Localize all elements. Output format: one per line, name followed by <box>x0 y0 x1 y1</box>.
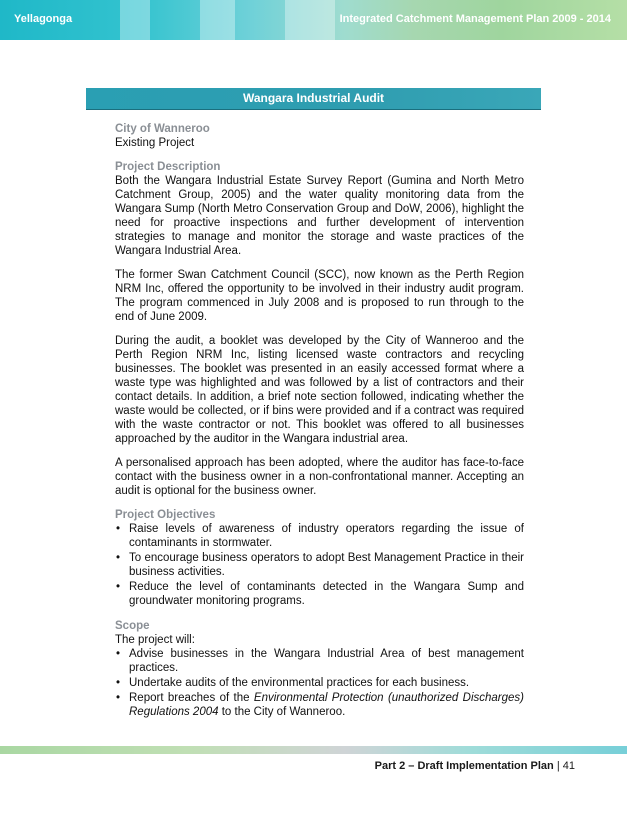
bullet-icon: • <box>116 677 121 689</box>
scope-list <box>115 647 524 719</box>
scope-text-prefix: Report breaches of the <box>129 692 254 704</box>
bullet-icon: • <box>116 552 121 564</box>
list-item <box>115 691 524 719</box>
section-title: Wangara Industrial Audit <box>242 91 385 105</box>
description-paragraph: A personalised approach has been adopted, where the auditor has face-to-face contact with the business owner in a non-confrontational manner. Accepting an audit is optional for the business owner. <box>115 457 524 497</box>
list-item <box>115 580 524 608</box>
footer-separator: | <box>553 760 563 772</box>
content-body <box>115 122 524 720</box>
bullet-icon: • <box>116 692 121 704</box>
bullet-icon: • <box>116 523 121 535</box>
objectives-heading: Project Objectives <box>115 509 216 521</box>
header-band <box>0 0 627 40</box>
header-decor-block <box>120 0 150 40</box>
header-decor-block <box>285 0 335 40</box>
description-paragraph: During the audit, a booklet was developed by the City of Wanneroo and the Perth Region NRM Inc, listing licensed waste contractors and recycling businesses. The booklet was presented in an easily accessed format where a waste type was highlighted and was followed by a list of contractors and their contact details. In addition, a brief note section followed, indicating whether the waste would be collected, or if bins were provided and if a contract was required with the waste contractor or not. This booklet was offered to all businesses approached by the auditor in the Wangara industrial area. <box>115 335 524 445</box>
document-title: Integrated Catchment Management Plan 2009 - 2014 <box>339 13 611 25</box>
objective-text: To encourage business operators to adopt Best Management Practice in their business activities. <box>129 552 524 578</box>
project-status: Existing Project <box>115 137 195 149</box>
objective-text: Raise levels of awareness of industry operators regarding the issue of contaminants in stormwater. <box>129 523 524 549</box>
organisation-label: City of Wanneroo <box>115 123 210 135</box>
page-footer <box>375 760 575 772</box>
page-number: 41 <box>562 760 575 772</box>
scope-text: Undertake audits of the environmental practices for each business. <box>129 677 470 689</box>
list-item <box>115 551 524 579</box>
list-item <box>115 676 524 690</box>
footer-rule <box>0 746 627 754</box>
list-item <box>115 522 524 550</box>
regulation-title: Environmental Protection (unauthorized Discharges) Regulations 2004 <box>129 692 524 718</box>
description-paragraph: Both the Wangara Industrial Estate Survey Report (Gumina and North Metro Catchment Group, 2005) and the water quality monitoring data from the Wangara Sump (North Metro Conservation Group and DoW, 2006), highlight the need for proactive inspections and further development of intervention strategies to manage and monitor the storage and waste practices of the Wangara Industrial Area. <box>115 175 524 257</box>
brand-name: Yellagonga <box>14 13 73 25</box>
scope-text-suffix: to the City of Wanneroo. <box>218 706 346 718</box>
list-item <box>115 647 524 675</box>
scope-intro: The project will: <box>115 634 195 646</box>
header-decor-block <box>200 0 235 40</box>
objective-text: Reduce the level of contaminants detected in the Wangara Sump and groundwater monitoring programs. <box>129 581 524 607</box>
objectives-list <box>115 522 524 608</box>
scope-heading: Scope <box>115 620 150 632</box>
bullet-icon: • <box>116 648 121 660</box>
description-heading: Project Description <box>115 161 221 173</box>
bullet-icon: • <box>116 581 121 593</box>
description-paragraph: The former Swan Catchment Council (SCC), now known as the Perth Region NRM Inc, offered the opportunity to be involved in their industry audit program. The program commenced in July 2008 and is proposed to run through to the end of June 2009. <box>115 269 524 323</box>
footer-part-label: Part 2 – Draft Implementation Plan <box>374 760 554 772</box>
scope-text: Advise businesses in the Wangara Industrial Area of best management practices. <box>129 648 524 674</box>
section-banner <box>86 88 541 110</box>
